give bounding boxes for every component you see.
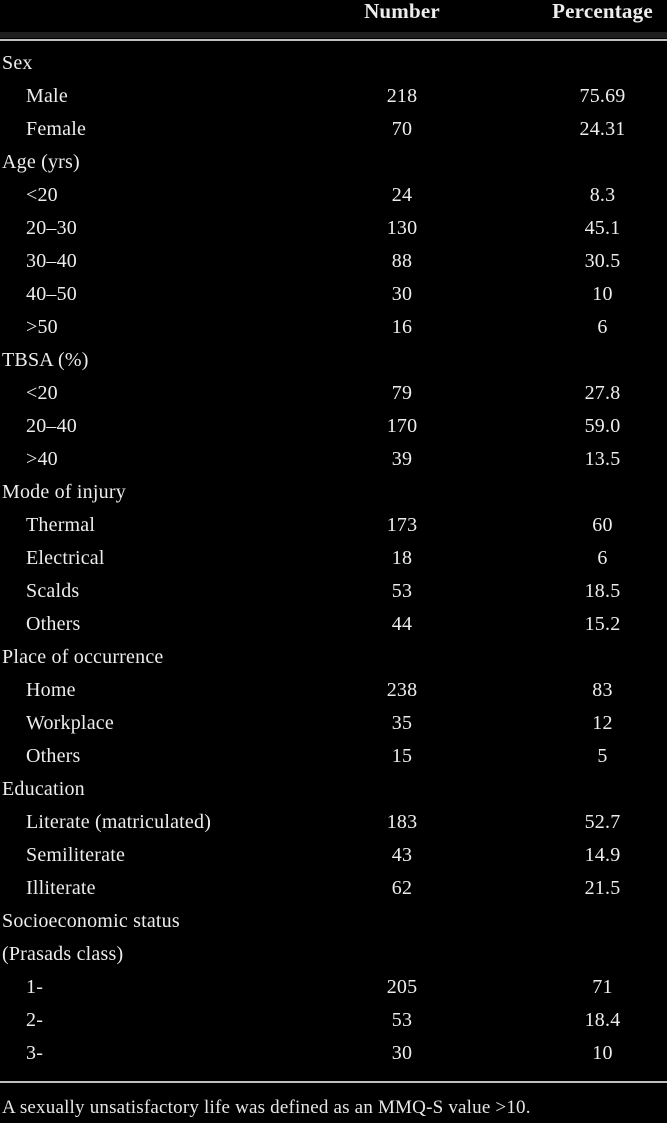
table-row [0, 575, 667, 608]
row-percentage: 10 [592, 283, 613, 305]
row-number: 170 [386, 415, 418, 437]
row-number: 53 [391, 1009, 413, 1031]
row-number: 53 [391, 580, 413, 602]
row-percentage: 13.5 [584, 448, 621, 470]
row-percentage: 18.5 [584, 580, 621, 602]
table-row [0, 542, 667, 575]
row-label: Female [26, 118, 87, 140]
row-number: 79 [391, 382, 413, 404]
table-row [0, 608, 667, 641]
row-label: 1- [26, 976, 44, 998]
table-row [0, 377, 667, 410]
section-header-label: Age (yrs) [2, 151, 80, 173]
column-header-number: Number [364, 0, 440, 23]
row-percentage: 59.0 [584, 415, 621, 437]
row-percentage: 18.4 [584, 1009, 621, 1031]
row-number: 15 [391, 745, 413, 767]
footnote-rule [0, 1081, 667, 1083]
row-label: >40 [26, 448, 58, 470]
table-footnote: A sexually unsatisfactory life was defined as an MMQ-S value >10. [2, 1097, 531, 1118]
row-number: 43 [391, 844, 413, 866]
section-header-row [0, 47, 667, 80]
table-row [0, 443, 667, 476]
table-row [0, 179, 667, 212]
row-label: 20–40 [26, 415, 77, 437]
row-number: 238 [386, 679, 418, 701]
section-header-row [0, 905, 667, 938]
row-percentage: 75.69 [579, 85, 626, 107]
row-number: 30 [391, 283, 413, 305]
section-header-label: Sex [2, 52, 33, 74]
header-rule-thick [0, 32, 667, 38]
row-label: 40–50 [26, 283, 77, 305]
row-number: 70 [391, 118, 413, 140]
table-row [0, 707, 667, 740]
row-percentage: 5 [597, 745, 608, 767]
row-percentage: 6 [597, 547, 608, 569]
table-row [0, 1037, 667, 1070]
row-number: 205 [386, 976, 418, 998]
table-row [0, 311, 667, 344]
table-row [0, 509, 667, 542]
table-row [0, 740, 667, 773]
row-percentage: 24.31 [579, 118, 626, 140]
row-label: 30–40 [26, 250, 77, 272]
row-label: Male [26, 85, 68, 107]
row-percentage: 21.5 [584, 877, 621, 899]
section-header-label: Socioeconomic status [2, 910, 180, 932]
row-percentage: 14.9 [584, 844, 621, 866]
section-header-label: Place of occurrence [2, 646, 164, 668]
row-percentage: 52.7 [584, 811, 621, 833]
row-label: Workplace [26, 712, 114, 734]
row-label: Illiterate [26, 877, 96, 899]
section-header-label: TBSA (%) [2, 349, 89, 371]
row-number: 24 [391, 184, 413, 206]
header-rule-thin [0, 39, 667, 41]
table-header-row [0, 0, 667, 23]
row-number: 218 [386, 85, 418, 107]
row-number: 62 [391, 877, 413, 899]
row-number: 16 [391, 316, 413, 338]
row-number: 18 [391, 547, 413, 569]
section-header-label: Education [2, 778, 85, 800]
row-number: 30 [391, 1042, 413, 1064]
row-label: Literate (matriculated) [26, 811, 212, 833]
row-label: >50 [26, 316, 58, 338]
table-row [0, 278, 667, 311]
row-percentage: 83 [592, 679, 613, 701]
section-header-row [0, 938, 667, 971]
table-row [0, 113, 667, 146]
row-number: 35 [391, 712, 413, 734]
row-percentage: 45.1 [584, 217, 621, 239]
table-row [0, 872, 667, 905]
row-percentage: 8.3 [589, 184, 616, 206]
section-header-row [0, 773, 667, 806]
section-header-row [0, 476, 667, 509]
table-row [0, 410, 667, 443]
row-label: 20–30 [26, 217, 77, 239]
row-percentage: 30.5 [584, 250, 621, 272]
row-label: Semiliterate [26, 844, 126, 866]
row-label: Others [26, 745, 81, 767]
row-number: 88 [391, 250, 413, 272]
section-header-row [0, 344, 667, 377]
row-label: Home [26, 679, 76, 701]
table-row [0, 1004, 667, 1037]
table-row [0, 971, 667, 1004]
table-row [0, 245, 667, 278]
row-percentage: 27.8 [584, 382, 621, 404]
row-label: Scalds [26, 580, 80, 602]
row-label: 3- [26, 1042, 44, 1064]
table-row [0, 212, 667, 245]
row-number: 39 [391, 448, 413, 470]
section-header-label: (Prasads class) [2, 943, 124, 965]
table-row [0, 806, 667, 839]
row-percentage: 60 [592, 514, 613, 536]
row-label: <20 [26, 184, 58, 206]
table-row [0, 839, 667, 872]
section-header-label: Mode of injury [2, 481, 126, 503]
section-header-row [0, 146, 667, 179]
row-number: 183 [386, 811, 418, 833]
table-row [0, 674, 667, 707]
row-number: 130 [386, 217, 418, 239]
row-percentage: 12 [592, 712, 613, 734]
row-label: Others [26, 613, 81, 635]
row-percentage: 6 [597, 316, 608, 338]
section-header-row [0, 641, 667, 674]
row-number: 173 [386, 514, 418, 536]
column-header-percentage: Percentage [552, 0, 653, 23]
row-label: <20 [26, 382, 58, 404]
row-label: Electrical [26, 547, 105, 569]
row-percentage: 71 [592, 976, 613, 998]
row-number: 44 [391, 613, 413, 635]
table-row [0, 80, 667, 113]
row-label: Thermal [26, 514, 96, 536]
row-label: 2- [26, 1009, 44, 1031]
row-percentage: 10 [592, 1042, 613, 1064]
table-body [0, 47, 667, 1070]
row-percentage: 15.2 [584, 613, 621, 635]
